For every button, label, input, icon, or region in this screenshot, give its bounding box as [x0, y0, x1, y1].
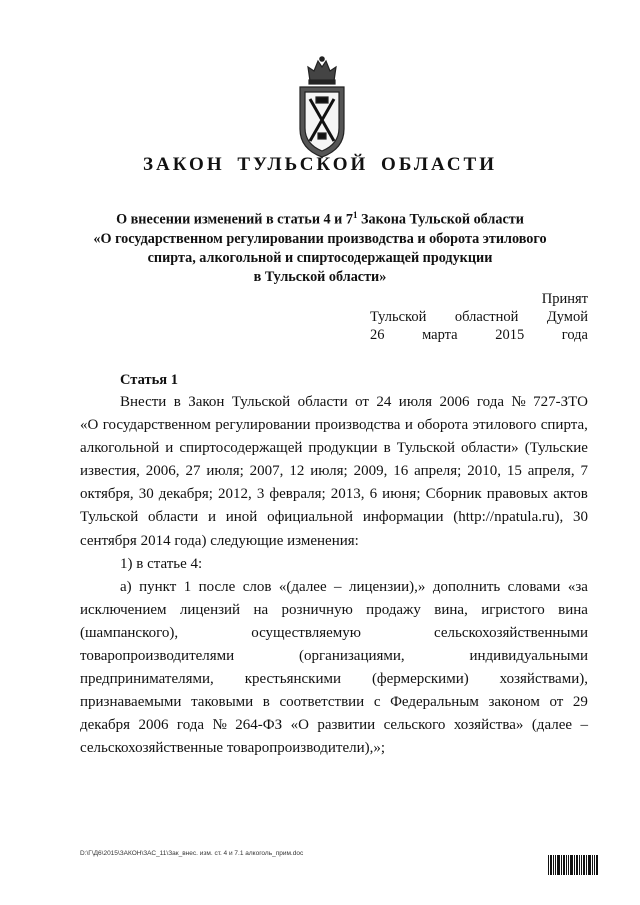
word: (далее	[531, 717, 573, 734]
word: «(далее	[278, 578, 327, 595]
barcode-icon	[548, 855, 598, 875]
word: 2006	[439, 394, 470, 410]
word: Тульской	[396, 440, 455, 457]
word: правовых	[486, 486, 549, 503]
text-line: 1) в статье 4:	[120, 555, 203, 572]
word: 30	[138, 486, 154, 503]
word: законом	[488, 694, 540, 711]
word: Закон	[188, 394, 225, 410]
adopted-word: областной	[454, 309, 519, 325]
word: словами	[507, 578, 561, 595]
word: и	[165, 440, 174, 457]
word: в	[262, 694, 270, 711]
text-line	[80, 460, 588, 483]
word: развитии	[317, 717, 376, 734]
subject-line-1: О внесении изменений в статьи 4 и 7	[116, 211, 353, 228]
word: слов	[242, 578, 272, 595]
word: соответствии	[279, 694, 365, 711]
word: Тульской	[80, 509, 139, 526]
word: спирта,	[540, 417, 588, 434]
word: в	[173, 394, 181, 410]
word: 12	[289, 463, 305, 480]
word: предпринимателями,	[80, 671, 214, 688]
word: спиртосодержащей	[179, 440, 303, 457]
word: хозяйствами),	[499, 671, 588, 688]
word: и	[404, 417, 413, 434]
text-line	[80, 622, 588, 645]
word: дополнить	[432, 578, 501, 595]
adopted-date-word: года	[561, 327, 588, 343]
word: области	[297, 394, 348, 410]
file-path-footer: D:\Г\Д6\2015\ЗАКОН\ЗАС_11\Зак_внес. изм. ст. 4 и 7.1 алкоголь_прим.doc	[80, 850, 304, 857]
subject-line-2: «О государственном регулировании производства и оборота этилового	[93, 230, 547, 247]
law-title: ЗАКОН ТУЛЬСКОЙ ОБЛАСТИ	[142, 154, 498, 175]
word: года	[176, 717, 205, 734]
word: (Тульские	[524, 440, 588, 457]
word: 2013,	[330, 486, 365, 503]
word: 2007,	[249, 463, 284, 480]
word: (http://npatula.ru),	[453, 509, 564, 526]
word: июня;	[382, 486, 421, 503]
adopted-label: Принят	[541, 291, 588, 307]
word: иной	[225, 509, 258, 526]
word: –	[334, 578, 342, 595]
word: 2006	[138, 717, 169, 734]
word: от	[549, 694, 564, 711]
word: алкогольной	[80, 440, 160, 457]
word: на	[253, 601, 269, 618]
word: актов	[553, 486, 588, 503]
word: года	[476, 394, 504, 410]
word: (организациями,	[299, 648, 405, 665]
adoption-block	[370, 290, 588, 344]
word: осуществляемую	[251, 624, 361, 641]
word: вина,	[434, 601, 468, 618]
word: апреля,	[527, 463, 575, 480]
subject-line-4: в Тульской области»	[253, 269, 387, 286]
article-heading: Статья 1	[120, 372, 178, 388]
word: 1	[183, 578, 192, 595]
text-line	[80, 391, 588, 414]
text-line: сентября 2014 года) следующие изменения:	[80, 532, 359, 549]
subject-line-1-tail: Закона Тульской области	[357, 211, 524, 228]
word: исключением	[80, 601, 167, 618]
adopted-word: Думой	[546, 309, 588, 325]
adopted-date-day: 26	[370, 327, 385, 343]
word: апреля;	[414, 463, 462, 480]
word: «О	[80, 417, 99, 434]
law-subject	[90, 206, 550, 288]
word: от	[355, 394, 369, 410]
word: и	[207, 509, 216, 526]
word: розничную	[281, 601, 353, 618]
word: сельскохозяйственными	[434, 624, 588, 641]
word: регулировании	[215, 417, 311, 434]
word: 24	[376, 394, 392, 410]
word: 7	[580, 463, 588, 480]
word: а)	[120, 578, 132, 595]
text-line: сельскохозяйственные товаропроизводители),»;	[80, 740, 386, 757]
word: товаропроизводителями	[80, 648, 235, 665]
word: этилового	[472, 417, 537, 434]
word: «О	[290, 717, 309, 734]
word: №	[212, 717, 227, 734]
word: июля;	[206, 463, 244, 480]
word: июля	[398, 394, 433, 410]
word: игристого	[481, 601, 545, 618]
word: сельского	[383, 717, 446, 734]
word: пункт	[139, 578, 177, 595]
text-line	[80, 645, 588, 668]
adopted-word: Тульской	[370, 309, 427, 325]
word: 3	[256, 486, 265, 503]
word: лицензий	[179, 601, 241, 618]
word: продажу	[366, 601, 421, 618]
word: декабря	[80, 717, 131, 734]
word: февраля;	[269, 486, 326, 503]
word: информации	[362, 509, 444, 526]
word: 6	[369, 486, 378, 503]
word: Внести	[120, 394, 167, 410]
word: хозяйства»	[453, 717, 524, 734]
word: 727-ЗТО	[533, 394, 588, 410]
word: с	[373, 694, 381, 711]
word: (фермерскими)	[371, 671, 469, 688]
text-line	[80, 437, 588, 460]
text-line	[80, 714, 588, 737]
subject-line-3: спирта, алкогольной и спиртосодержащей продукции	[147, 250, 493, 267]
text-line	[80, 668, 588, 691]
adopted-date-year: 2015	[495, 327, 525, 343]
word: продукции	[308, 440, 378, 457]
word: после	[198, 578, 236, 595]
word: 30	[572, 509, 588, 526]
word: производства	[315, 417, 401, 434]
word: официальной	[267, 509, 354, 526]
text-line	[80, 599, 588, 622]
word: Сборник	[425, 486, 482, 503]
subject-superscript: 1	[353, 210, 358, 220]
text-line	[80, 576, 588, 599]
coat-of-arms-emblem	[294, 55, 350, 159]
word: таковыми	[191, 694, 254, 711]
text-line	[80, 414, 588, 437]
word: 15	[506, 463, 522, 480]
word: декабря;	[158, 486, 213, 503]
word: известия,	[80, 463, 140, 480]
word: крестьянскими	[244, 671, 341, 688]
text-line	[80, 506, 588, 529]
text-line	[80, 691, 588, 714]
word: области»	[461, 440, 519, 457]
word: июля;	[310, 463, 348, 480]
word: 264-ФЗ	[235, 717, 283, 734]
word: «за	[567, 578, 588, 595]
word: государственном	[102, 417, 211, 434]
word: 27	[185, 463, 201, 480]
word: области	[148, 509, 199, 526]
word: –	[580, 717, 588, 734]
word: 16	[393, 463, 409, 480]
word: признаваемыми	[80, 694, 182, 711]
word: индивидуальными	[469, 648, 588, 665]
word: в	[383, 440, 391, 457]
word: Тульской	[231, 394, 291, 410]
text-line	[80, 483, 588, 506]
word: 2010,	[467, 463, 501, 480]
word: 29	[572, 694, 588, 711]
word: октября,	[80, 486, 134, 503]
word: 2006,	[145, 463, 180, 480]
word: (шампанского),	[80, 624, 179, 641]
word: оборота	[417, 417, 469, 434]
word: 2012,	[218, 486, 252, 503]
word: лицензии),»	[348, 578, 426, 595]
adopted-date-month: марта	[422, 327, 458, 343]
word: №	[511, 394, 526, 410]
word: вина	[558, 601, 588, 618]
word: 2009,	[353, 463, 388, 480]
article-body	[80, 391, 588, 761]
word: Федеральным	[390, 694, 479, 711]
